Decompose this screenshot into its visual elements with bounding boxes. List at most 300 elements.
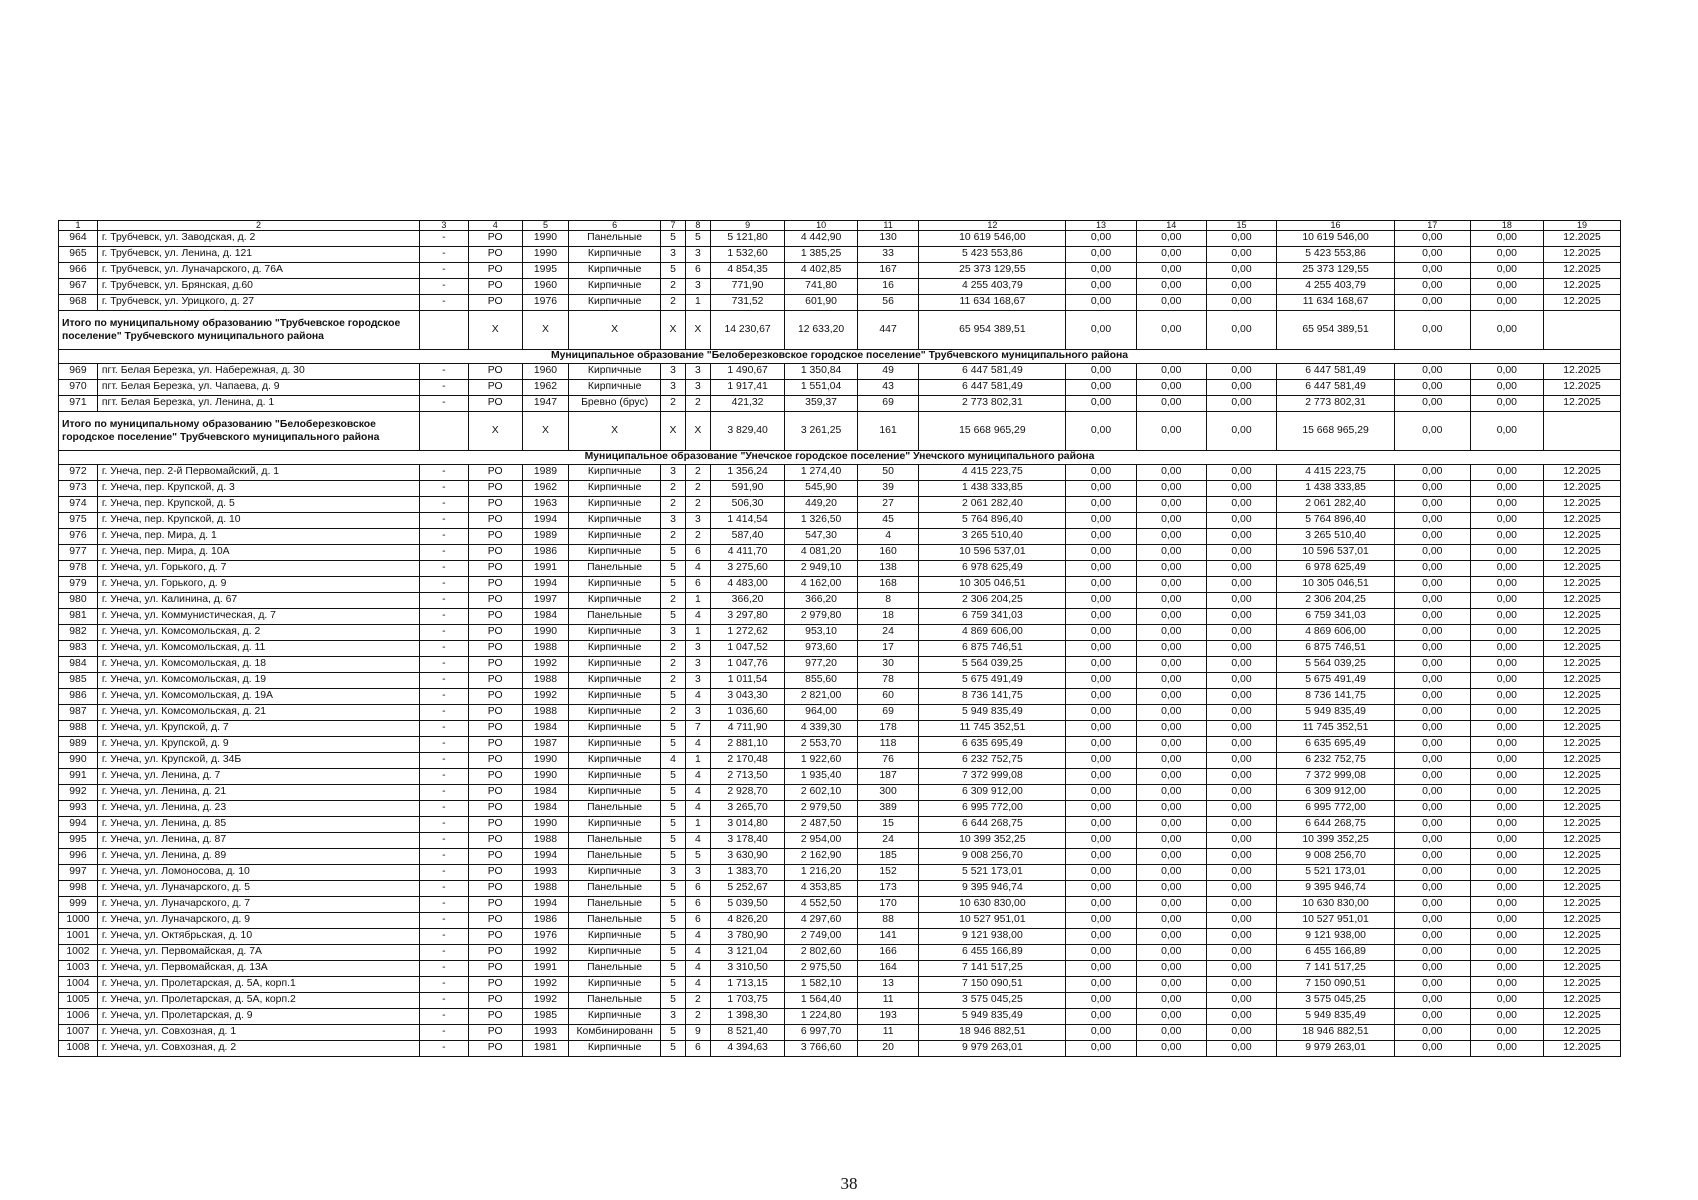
table-cell: 0,00 <box>1206 673 1276 689</box>
table-cell: 0,00 <box>1136 625 1206 641</box>
table-cell: - <box>420 753 469 769</box>
table-cell: 0,00 <box>1394 247 1470 263</box>
table-cell: 1 047,76 <box>710 657 785 673</box>
table-cell: 12.2025 <box>1544 481 1621 497</box>
table-cell: 970 <box>59 380 98 396</box>
table-cell: 0,00 <box>1206 263 1276 279</box>
table-cell: 11 745 352,51 <box>1277 721 1395 737</box>
table-cell: 18 946 882,51 <box>1277 1025 1395 1041</box>
table-cell: 988 <box>59 721 98 737</box>
table-cell: 10 399 352,25 <box>919 833 1066 849</box>
table-cell: 2 <box>661 673 686 689</box>
table-cell: - <box>420 364 469 380</box>
table-cell: 4 081,20 <box>785 545 857 561</box>
table-cell: 0,00 <box>1066 977 1136 993</box>
table-cell: 39 <box>857 481 919 497</box>
table-cell: 5 <box>661 913 686 929</box>
table-cell: 0,00 <box>1394 1041 1470 1057</box>
table-cell: 0,00 <box>1470 865 1544 881</box>
table-cell: 185 <box>857 849 919 865</box>
table-cell: 980 <box>59 593 98 609</box>
table-cell: 0,00 <box>1394 263 1470 279</box>
table-cell: 0,00 <box>1066 609 1136 625</box>
municipality-title: Муниципальное образование "Унечское городское поселение" Унечского муниципального района <box>59 451 1621 465</box>
table-cell: 9 008 256,70 <box>1277 849 1395 865</box>
table-cell: 1984 <box>522 609 568 625</box>
table-cell: 973 <box>59 481 98 497</box>
table-cell: 545,90 <box>785 481 857 497</box>
table-cell: 15 <box>857 817 919 833</box>
table-cell: 5 <box>661 231 686 247</box>
table-cell: - <box>420 396 469 412</box>
table-cell: 1 274,40 <box>785 465 857 481</box>
table-cell: 0,00 <box>1470 993 1544 1009</box>
table-cell: 88 <box>857 913 919 929</box>
table-cell: 12.2025 <box>1544 961 1621 977</box>
table-cell: 5 521 173,01 <box>919 865 1066 881</box>
table-cell: 27 <box>857 497 919 513</box>
table-cell: 25 373 129,55 <box>919 263 1066 279</box>
municipality-title: Муниципальное образование "Белоберезковское городское поселение" Трубчевского муниципального района <box>59 350 1621 364</box>
table-cell: 1 224,80 <box>785 1009 857 1025</box>
table-cell: 0,00 <box>1206 785 1276 801</box>
table-cell: 6 309 912,00 <box>1277 785 1395 801</box>
table-cell: Комбинированн <box>569 1025 661 1041</box>
table-cell: 2 <box>661 641 686 657</box>
table-cell: 2 <box>685 1009 710 1025</box>
table-cell: 1986 <box>522 545 568 561</box>
subtotal-cell: X <box>522 412 568 451</box>
table-cell: 0,00 <box>1136 849 1206 865</box>
table-cell: 994 <box>59 817 98 833</box>
table-cell: 0,00 <box>1136 1041 1206 1057</box>
table-cell: 0,00 <box>1136 609 1206 625</box>
table-cell: 0,00 <box>1394 364 1470 380</box>
table-cell: Панельные <box>569 993 661 1009</box>
table-cell: 5 949 835,49 <box>1277 1009 1395 1025</box>
table-cell: 3 <box>685 705 710 721</box>
table-cell: 0,00 <box>1066 769 1136 785</box>
table-cell: 3 014,80 <box>710 817 785 833</box>
table-cell: 12.2025 <box>1544 689 1621 705</box>
table-cell: 1 564,40 <box>785 993 857 1009</box>
table-cell: 3 275,60 <box>710 561 785 577</box>
table-cell: 18 <box>857 609 919 625</box>
table-cell: 12.2025 <box>1544 849 1621 865</box>
table-cell: 0,00 <box>1136 481 1206 497</box>
table-cell: Кирпичные <box>569 295 661 311</box>
table-cell: 0,00 <box>1066 513 1136 529</box>
table-cell: 6 447 581,49 <box>919 364 1066 380</box>
table-cell: 3 <box>661 380 686 396</box>
table-cell: 0,00 <box>1136 364 1206 380</box>
table-cell: 0,00 <box>1206 737 1276 753</box>
table-cell: 5 <box>661 689 686 705</box>
table-cell: г. Унеча, ул. Ленина, д. 87 <box>97 833 419 849</box>
table-cell: 4 <box>685 737 710 753</box>
table-cell: Кирпичные <box>569 769 661 785</box>
table-cell: 6 447 581,49 <box>1277 380 1395 396</box>
table-cell: 6 455 166,89 <box>1277 945 1395 961</box>
table-cell: - <box>420 513 469 529</box>
table-cell: - <box>420 529 469 545</box>
subtotal-cell: 0,00 <box>1470 311 1544 350</box>
table-cell: РО <box>468 295 522 311</box>
table-cell: 2 928,70 <box>710 785 785 801</box>
table-cell: 2 <box>661 529 686 545</box>
table-cell: - <box>420 993 469 1009</box>
subtotal-cell: 0,00 <box>1136 412 1206 451</box>
table-cell: 2 954,00 <box>785 833 857 849</box>
table-body <box>59 221 1621 1057</box>
table-row <box>59 689 1621 705</box>
table-cell: 0,00 <box>1206 817 1276 833</box>
table-cell: - <box>420 545 469 561</box>
table-cell: 5 <box>661 561 686 577</box>
table-cell: 0,00 <box>1394 945 1470 961</box>
table-cell: - <box>420 231 469 247</box>
table-cell: 1986 <box>522 913 568 929</box>
table-cell: 1 582,10 <box>785 977 857 993</box>
table-cell: 985 <box>59 673 98 689</box>
column-number-cell: 18 <box>1470 221 1544 231</box>
table-cell: г. Унеча, пер. 2-й Первомайский, д. 1 <box>97 465 419 481</box>
table-cell: 1991 <box>522 561 568 577</box>
table-cell: 0,00 <box>1470 801 1544 817</box>
table-cell: Кирпичные <box>569 497 661 513</box>
subtotal-cell <box>1544 412 1621 451</box>
table-cell: 4 442,90 <box>785 231 857 247</box>
table-cell: 5 <box>661 977 686 993</box>
table-cell: 12.2025 <box>1544 231 1621 247</box>
table-cell: 5 <box>685 231 710 247</box>
table-cell: 0,00 <box>1206 625 1276 641</box>
table-cell: 0,00 <box>1066 641 1136 657</box>
table-cell: 0,00 <box>1206 849 1276 865</box>
table-cell: Кирпичные <box>569 977 661 993</box>
table-cell: 10 305 046,51 <box>919 577 1066 593</box>
table-cell: 4 255 403,79 <box>1277 279 1395 295</box>
table-cell: 5 <box>661 961 686 977</box>
table-cell: 1990 <box>522 769 568 785</box>
table-cell: г. Унеча, ул. Калинина, д. 67 <box>97 593 419 609</box>
table-cell: 12.2025 <box>1544 396 1621 412</box>
table-cell: г. Унеча, ул. Пролетарская, д. 5А, корп.1 <box>97 977 419 993</box>
table-cell: 2 <box>685 396 710 412</box>
table-cell: 2 <box>661 481 686 497</box>
table-cell: 2 <box>661 497 686 513</box>
table-cell: 2 749,00 <box>785 929 857 945</box>
table-cell: 5 764 896,40 <box>1277 513 1395 529</box>
table-cell: Панельные <box>569 897 661 913</box>
table-cell: 4 <box>685 561 710 577</box>
table-cell: 0,00 <box>1470 609 1544 625</box>
table-cell: 7 150 090,51 <box>1277 977 1395 993</box>
table-cell: г. Унеча, ул. Первомайская, д. 7А <box>97 945 419 961</box>
table-cell: 1004 <box>59 977 98 993</box>
table-cell: РО <box>468 577 522 593</box>
table-cell: Кирпичные <box>569 545 661 561</box>
table-row <box>59 497 1621 513</box>
column-number-cell: 16 <box>1277 221 1395 231</box>
table-row <box>59 993 1621 1009</box>
column-number-row <box>59 221 1621 231</box>
table-cell: РО <box>468 609 522 625</box>
table-cell: 0,00 <box>1136 641 1206 657</box>
table-cell: РО <box>468 593 522 609</box>
table-cell: 1995 <box>522 263 568 279</box>
table-cell: 0,00 <box>1394 769 1470 785</box>
table-cell: 0,00 <box>1066 481 1136 497</box>
table-cell: г. Унеча, ул. Ленина, д. 7 <box>97 769 419 785</box>
table-cell: г. Унеча, пер. Крупской, д. 3 <box>97 481 419 497</box>
column-number-cell: 11 <box>857 221 919 231</box>
table-cell: Кирпичные <box>569 577 661 593</box>
table-cell: 1984 <box>522 785 568 801</box>
table-cell: 6 <box>685 545 710 561</box>
subtotal-cell: 14 230,67 <box>710 311 785 350</box>
table-cell: 998 <box>59 881 98 897</box>
table-row <box>59 881 1621 897</box>
table-cell: 2 <box>685 465 710 481</box>
table-cell: 0,00 <box>1066 753 1136 769</box>
table-cell: 0,00 <box>1136 753 1206 769</box>
table-cell: 2 975,50 <box>785 961 857 977</box>
table-cell: 0,00 <box>1394 673 1470 689</box>
table-cell: 0,00 <box>1136 865 1206 881</box>
table-cell: г. Трубчевск, ул. Луначарского, д. 76А <box>97 263 419 279</box>
table-cell: 10 596 537,01 <box>1277 545 1395 561</box>
table-cell: РО <box>468 737 522 753</box>
table-cell: 2 <box>685 497 710 513</box>
table-cell: 0,00 <box>1470 849 1544 865</box>
table-cell: 0,00 <box>1470 364 1544 380</box>
table-cell: 60 <box>857 689 919 705</box>
table-cell: 56 <box>857 295 919 311</box>
table-cell: 152 <box>857 865 919 881</box>
table-cell: 1992 <box>522 945 568 961</box>
table-cell: - <box>420 497 469 513</box>
table-cell: 45 <box>857 513 919 529</box>
table-cell: 2 170,48 <box>710 753 785 769</box>
table-cell: 0,00 <box>1136 737 1206 753</box>
column-number-cell: 19 <box>1544 221 1621 231</box>
table-cell: Кирпичные <box>569 689 661 705</box>
table-cell: 3 043,30 <box>710 689 785 705</box>
table-cell: 0,00 <box>1206 1009 1276 1025</box>
table-cell: 3 <box>661 513 686 529</box>
table-row <box>59 817 1621 833</box>
table-cell: 9 <box>685 1025 710 1041</box>
table-cell: РО <box>468 993 522 1009</box>
table-cell: 1 383,70 <box>710 865 785 881</box>
table-cell: 3 <box>661 247 686 263</box>
table-cell: г. Унеча, ул. Комсомольская, д. 21 <box>97 705 419 721</box>
table-cell: 3 630,90 <box>710 849 785 865</box>
table-cell: 964,00 <box>785 705 857 721</box>
table-cell: РО <box>468 529 522 545</box>
subtotal-cell: 0,00 <box>1470 412 1544 451</box>
table-cell: 5 521 173,01 <box>1277 865 1395 881</box>
table-cell: 167 <box>857 263 919 279</box>
table-row <box>59 705 1621 721</box>
table-cell: 5 675 491,49 <box>1277 673 1395 689</box>
column-number-cell: 7 <box>661 221 686 231</box>
table-cell: 6 455 166,89 <box>919 945 1066 961</box>
table-cell: 972 <box>59 465 98 481</box>
table-cell: 12.2025 <box>1544 737 1621 753</box>
table-cell: 5 <box>661 785 686 801</box>
table-cell: 0,00 <box>1066 801 1136 817</box>
table-cell: - <box>420 641 469 657</box>
table-cell: 0,00 <box>1394 380 1470 396</box>
table-cell: 0,00 <box>1394 913 1470 929</box>
table-row <box>59 364 1621 380</box>
table-cell: - <box>420 609 469 625</box>
table-cell: 6 635 695,49 <box>1277 737 1395 753</box>
table-cell: 2 <box>685 481 710 497</box>
table-cell: РО <box>468 364 522 380</box>
table-cell: 3 <box>685 865 710 881</box>
table-cell: 0,00 <box>1136 497 1206 513</box>
table-cell: 0,00 <box>1394 295 1470 311</box>
table-cell: 992 <box>59 785 98 801</box>
table-cell: 20 <box>857 1041 919 1057</box>
column-number-cell: 8 <box>685 221 710 231</box>
table-cell: 0,00 <box>1394 705 1470 721</box>
table-cell: 7 <box>685 721 710 737</box>
table-cell: 1988 <box>522 641 568 657</box>
table-cell: 1 <box>685 817 710 833</box>
table-cell: 0,00 <box>1066 929 1136 945</box>
table-cell: 974 <box>59 497 98 513</box>
table-cell: 24 <box>857 833 919 849</box>
table-cell: 5 764 896,40 <box>919 513 1066 529</box>
page-number: 38 <box>840 1174 858 1193</box>
table-cell: 0,00 <box>1470 625 1544 641</box>
table-cell: 12.2025 <box>1544 881 1621 897</box>
column-number-cell: 5 <box>522 221 568 231</box>
subtotal-cell: X <box>661 311 686 350</box>
table-cell: 3 575 045,25 <box>919 993 1066 1009</box>
subtotal-cell: X <box>522 311 568 350</box>
table-cell: 7 141 517,25 <box>919 961 1066 977</box>
table-cell: 967 <box>59 279 98 295</box>
table-cell: Кирпичные <box>569 513 661 529</box>
table-cell: 978 <box>59 561 98 577</box>
table-cell: 12.2025 <box>1544 705 1621 721</box>
table-cell: 0,00 <box>1066 247 1136 263</box>
table-cell: 3 297,80 <box>710 609 785 625</box>
table-cell: 0,00 <box>1066 945 1136 961</box>
table-cell: 0,00 <box>1206 497 1276 513</box>
table-cell: 6 232 752,75 <box>1277 753 1395 769</box>
table-cell: 12.2025 <box>1544 529 1621 545</box>
table-cell: г. Унеча, пер. Мира, д. 1 <box>97 529 419 545</box>
table-cell: 0,00 <box>1066 1041 1136 1057</box>
table-row <box>59 1009 1621 1025</box>
table-cell: 1990 <box>522 625 568 641</box>
table-cell: 973,60 <box>785 641 857 657</box>
table-cell: 389 <box>857 801 919 817</box>
table-cell: 0,00 <box>1206 545 1276 561</box>
table-cell: - <box>420 577 469 593</box>
table-cell: 0,00 <box>1394 641 1470 657</box>
subtotal-cell: X <box>685 311 710 350</box>
table-row <box>59 609 1621 625</box>
table-cell: 0,00 <box>1394 465 1470 481</box>
table-cell: Кирпичные <box>569 593 661 609</box>
table-cell: 1989 <box>522 465 568 481</box>
table-cell: Кирпичные <box>569 481 661 497</box>
table-cell: 4 353,85 <box>785 881 857 897</box>
table-cell: 0,00 <box>1470 279 1544 295</box>
table-cell: 9 395 946,74 <box>1277 881 1395 897</box>
table-cell: 0,00 <box>1206 593 1276 609</box>
table-cell: 0,00 <box>1206 657 1276 673</box>
table-cell: 984 <box>59 657 98 673</box>
table-cell: 5 <box>661 609 686 625</box>
table-cell: 996 <box>59 849 98 865</box>
table-cell: 8 <box>857 593 919 609</box>
table-cell: 1988 <box>522 881 568 897</box>
table-cell: 164 <box>857 961 919 977</box>
table-cell: 1992 <box>522 977 568 993</box>
table-cell: 12.2025 <box>1544 1025 1621 1041</box>
table-cell: - <box>420 737 469 753</box>
table-cell: 9 121 938,00 <box>919 929 1066 945</box>
table-cell: 6 875 746,51 <box>1277 641 1395 657</box>
table-cell: г. Унеча, ул. Горького, д. 7 <box>97 561 419 577</box>
table-row <box>59 929 1621 945</box>
table-cell: 6 644 268,75 <box>1277 817 1395 833</box>
table-cell: 0,00 <box>1066 577 1136 593</box>
table-cell: 0,00 <box>1394 817 1470 833</box>
table-cell: Кирпичные <box>569 673 661 689</box>
table-cell: 0,00 <box>1206 279 1276 295</box>
subtotal-cell: X <box>661 412 686 451</box>
table-cell: 999 <box>59 897 98 913</box>
table-cell: 8 736 141,75 <box>919 689 1066 705</box>
table-cell: 1990 <box>522 247 568 263</box>
table-cell: г. Унеча, ул. Комсомольская, д. 11 <box>97 641 419 657</box>
table-cell: 0,00 <box>1136 1025 1206 1041</box>
table-cell: 0,00 <box>1066 657 1136 673</box>
table-cell: 6 997,70 <box>785 1025 857 1041</box>
table-cell: 3 <box>661 625 686 641</box>
table-cell: г. Унеча, ул. Крупской, д. 34Б <box>97 753 419 769</box>
table-cell: Кирпичные <box>569 785 661 801</box>
table-cell: г. Унеча, ул. Ленина, д. 85 <box>97 817 419 833</box>
table-cell: 0,00 <box>1470 721 1544 737</box>
table-cell: 0,00 <box>1470 961 1544 977</box>
table-cell: 1994 <box>522 849 568 865</box>
table-cell: 977,20 <box>785 657 857 673</box>
table-cell: 855,60 <box>785 673 857 689</box>
table-cell: 0,00 <box>1206 465 1276 481</box>
table-row <box>59 753 1621 769</box>
table-row <box>59 977 1621 993</box>
table-cell: 0,00 <box>1470 753 1544 769</box>
table-cell: 2 802,60 <box>785 945 857 961</box>
table-cell: 6 644 268,75 <box>919 817 1066 833</box>
table-cell: 5 <box>661 769 686 785</box>
table-cell: 4 <box>685 961 710 977</box>
table-cell: 11 634 168,67 <box>919 295 1066 311</box>
table-cell: 1 414,54 <box>710 513 785 529</box>
table-cell: 11 634 168,67 <box>1277 295 1395 311</box>
table-cell: 1 398,30 <box>710 1009 785 1025</box>
